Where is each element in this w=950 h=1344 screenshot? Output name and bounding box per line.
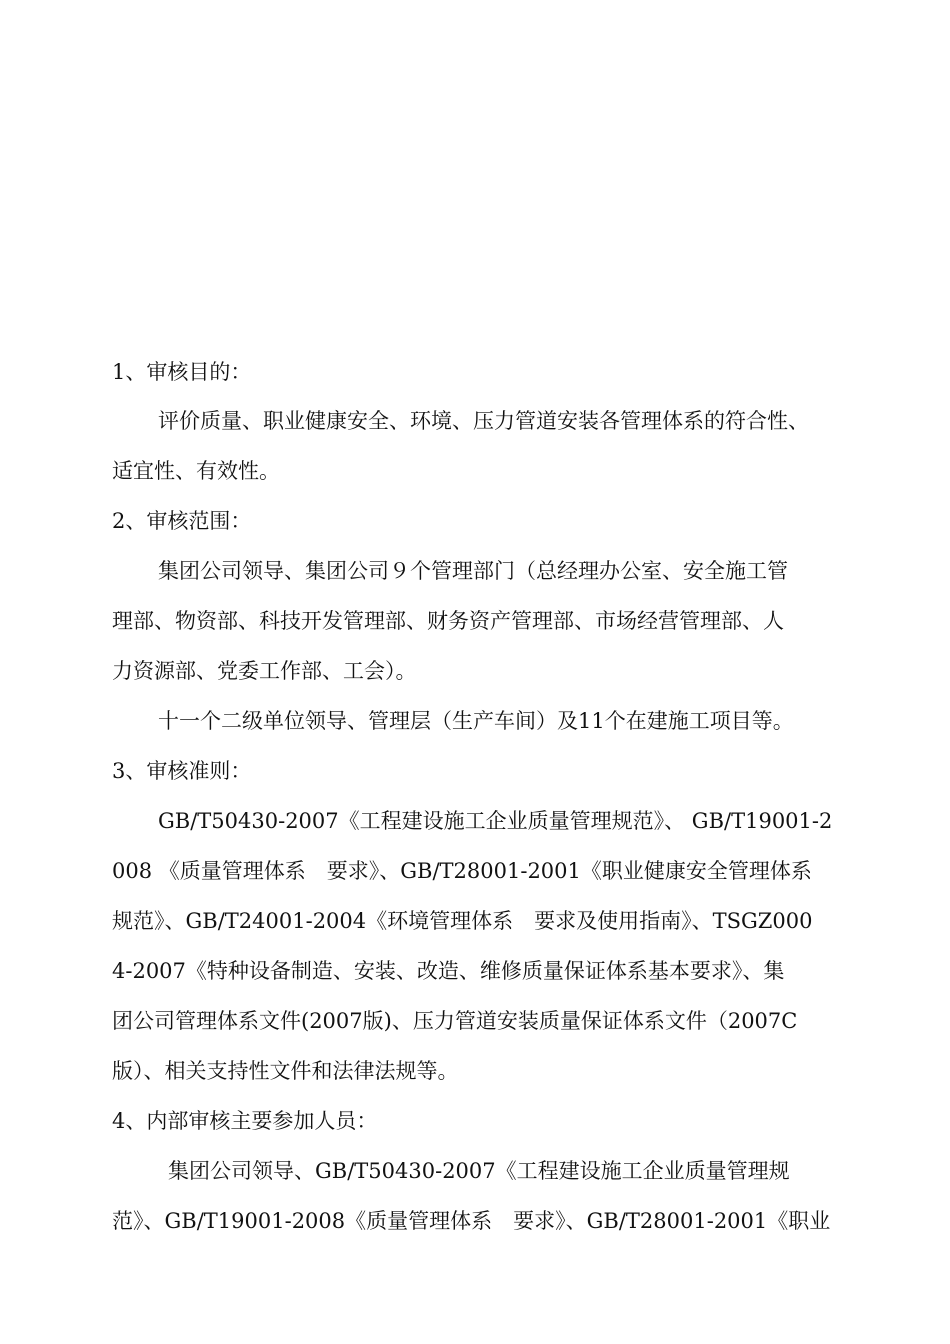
section-2-line-1: 集团公司领导、集团公司９个管理部门（总经理办公室、安全施工管 [158, 559, 788, 583]
section-1-line-2: 适宜性、有效性。 [112, 459, 280, 483]
section-4-heading: 4、内部审核主要参加人员： [112, 1109, 378, 1133]
section-1-heading: 1、审核目的： [112, 360, 252, 384]
section-2-line-4: 十一个二级单位领导、管理层（生产车间）及11个在建施工项目等。 [158, 709, 794, 733]
section-3-heading: 3、审核准则： [112, 759, 252, 783]
section-2-heading: 2、审核范围： [112, 509, 252, 533]
section-3-line-2: 008 《质量管理体系 要求》、GB/T28001-2001《职业健康安全管理体系 [112, 859, 812, 883]
section-2-line-2: 理部、物资部、科技开发管理部、财务资产管理部、市场经营管理部、人 [112, 609, 784, 633]
section-2-line-3: 力资源部、党委工作部、工会）。 [112, 659, 417, 683]
section-1-line-1: 评价质量、职业健康安全、环境、压力管道安装各管理体系的符合性、 [158, 409, 809, 433]
section-3-line-5: 团公司管理体系文件(2007版)、压力管道安装质量保证体系文件（2007C [112, 1009, 798, 1033]
section-4-line-1: 集团公司领导、GB/T50430-2007《工程建设施工企业质量管理规 [168, 1159, 790, 1183]
section-3-line-3: 规范》、GB/T24001-2004《环境管理体系 要求及使用指南》、TSGZ000 [112, 909, 813, 933]
section-3-line-1: GB/T50430-2007《工程建设施工企业质量管理规范》、 GB/T19001-2 [158, 809, 833, 833]
section-3-line-4: 4-2007《特种设备制造、安装、改造、维修质量保证体系基本要求》、集 [112, 959, 785, 983]
section-3-line-6: 版）、相关支持性文件和法律法规等。 [112, 1059, 459, 1083]
section-4-line-2: 范》、GB/T19001-2008《质量管理体系 要求》、GB/T28001-2001《职业 [112, 1209, 831, 1233]
